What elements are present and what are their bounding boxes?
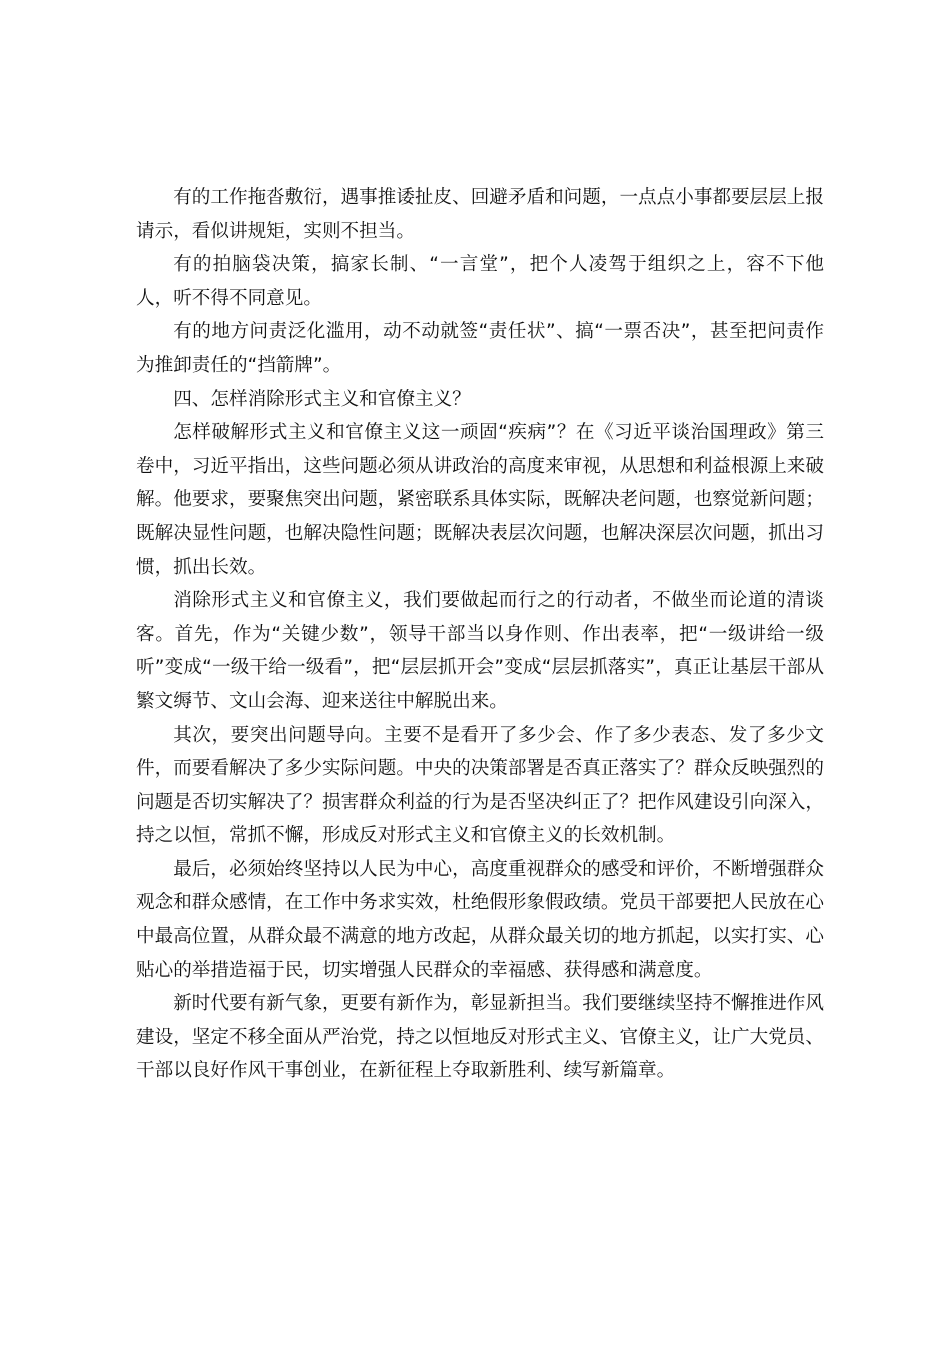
paragraph-accountability-abuse: 有的地方问责泛化滥用，动不动就签“责任状”、搞“一票否决”，甚至把问责作为推卸责任的“挡箭牌”。: [136, 321, 824, 376]
paragraph-first-leaders: 消除形式主义和官僚主义，我们要做起而行之的行动者，不做坐而论道的清谈客。首先，作为“关键少数”，领导干部当以身作则、作出表率，把“一级讲给一级听”变成“一级干给一级看”，把“层层抓开会”变成“层层抓落实”，真正让基层干部从繁文缛节、文山会海、迎来送往中解脱出来。: [136, 590, 824, 712]
paragraph-new-era: 新时代要有新气象，更要有新作为，彰显新担当。我们要继续坚持不懈推进作风建设，坚定不移全面从严治党，持之以恒地反对形式主义、官僚主义，让广大党员、干部以良好作风干事创业，在新征程上夺取新胜利、续写新篇章。: [136, 993, 824, 1082]
paragraph-finally-people-centered: 最后，必须始终坚持以人民为中心，高度重视群众的感受和评价，不断增强群众观念和群众感情，在工作中务求实效，杜绝假形象假政绩。党员干部要把人民放在心中最高位置，从群众最不满意的地方改起，从群众最关切的地方抓起，以实打实、心贴心的举措造福于民，切实增强人民群众的幸福感、获得感和满意度。: [136, 858, 824, 981]
paragraph-how-to-solve: 怎样破解形式主义和官僚主义这一顽固“疾病”？在《习近平谈治国理政》第三卷中，习近平指出，这些问题必须从讲政治的高度来审视，从思想和利益根源上来破解。他要求，要聚焦突出问题，紧密联系具体实际，既解决老问题，也察觉新问题；既解决显性问题，也解决隐性问题；既解决表层次问题，也解决深层次问题，抓出习惯，抓出长效。: [136, 422, 824, 578]
paragraph-second-problem-oriented: 其次，要突出问题导向。主要不是看开了多少会、作了多少表态、发了多少文件，而要看解决了多少实际问题。中央的决策部署是否真正落实了？群众反映强烈的问题是否切实解决了？损害群众利益的行为是否坚决纠正了？把作风建设引向深入，持之以恒，常抓不懈，形成反对形式主义和官僚主义的长效机制。: [136, 724, 824, 847]
paragraph-delay-perfunctory: 有的工作拖沓敷衍，遇事推诿扯皮、回避矛盾和问题，一点点小事都要层层上报请示，看似讲规矩，实则不担当。: [136, 187, 824, 242]
document-body: [136, 181, 824, 1088]
section-heading-four: 四、怎样消除形式主义和官僚主义？: [173, 388, 471, 410]
paragraph-arbitrary-decision: 有的拍脑袋决策，搞家长制、“一言堂”，把个人凌驾于组织之上，容不下他人，听不得不同意见。: [136, 254, 824, 309]
